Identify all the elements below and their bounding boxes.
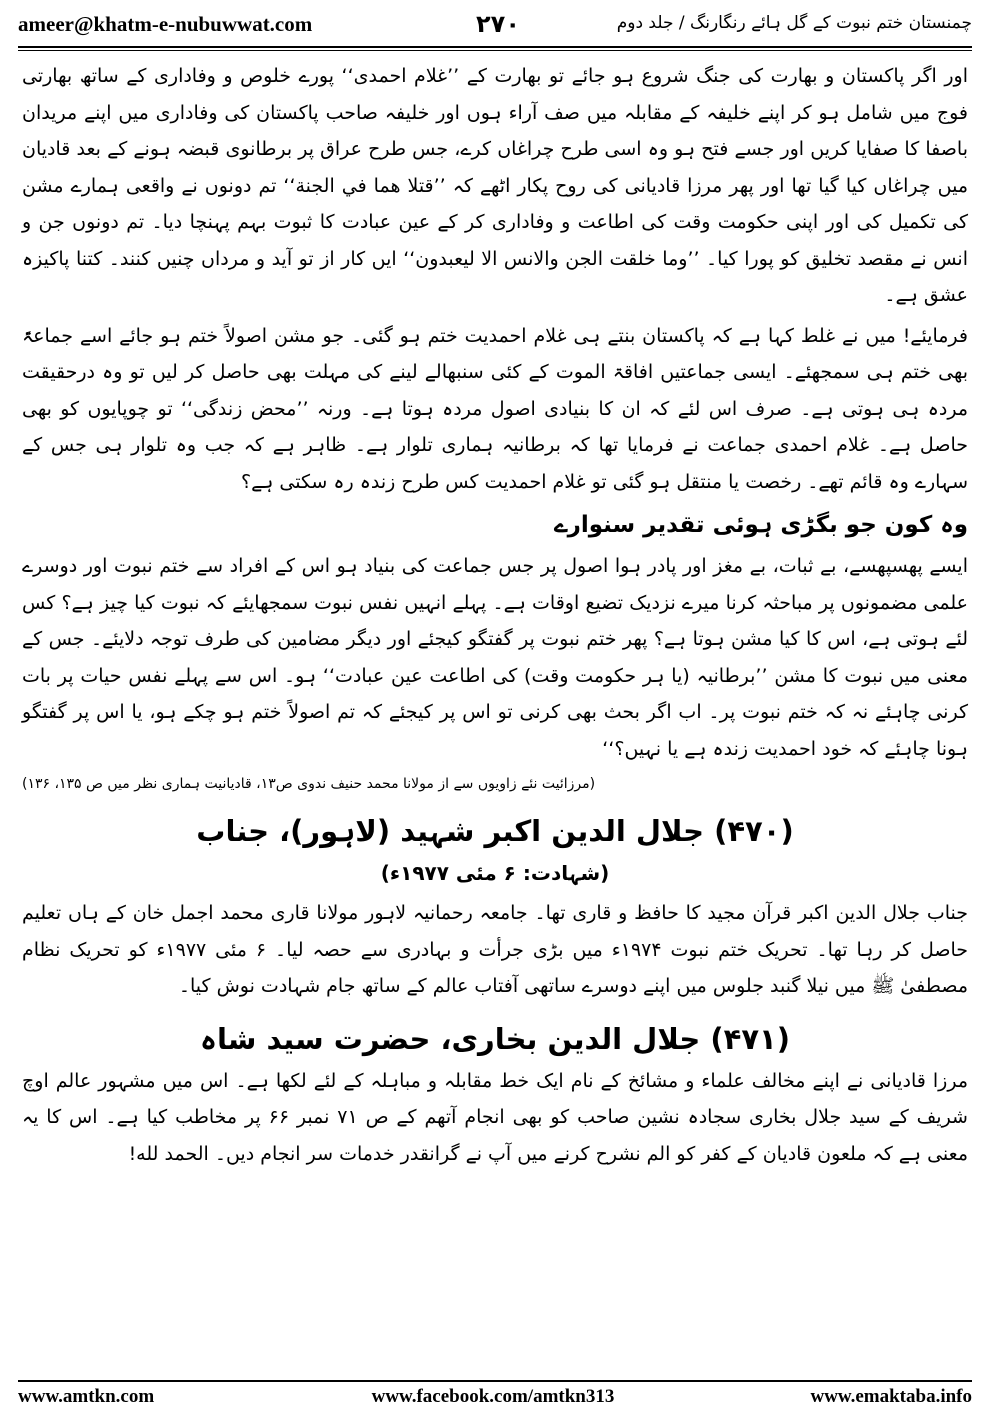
page-content xyxy=(22,58,968,1176)
footer-link-facebook[interactable]: www.facebook.com/amtkn313 xyxy=(371,1386,615,1407)
paragraph-3: ایسے پھسپھسے، بے ثبات، بے مغز اور پادر ہوا اصول پر جس جماعت کی بنیاد ہو اس کے افراد سے ختم نبوت اور دوسرے علمی مضمونوں پر مباحثہ کرنا میرے نزدیک تضیع اوقات ہے۔ پہلے انہیں نفس نبوت سمجھایئے کہ نبوت کیا چیز ہے؟ کس لئے ہوتی ہے، اس کا کیا مشن ہوتا ہے؟ پھر ختم نبوت پر گفتگو کیجئے اور دیگر مضامین کی طرف توجہ دلایئے۔ جس کے معنی میں نبوت کا مشن ’’برطانیہ (یا ہر حکومت وقت) کی اطاعت عین عبادت‘‘ ہو۔ اس سے پہلے نفس حیات پر بات کرنی چاہئے نہ کہ ختم نبوت پر۔ اب اگر بحث بھی کرنی تو اس پر کیجئے کہ تم اصولاً ختم ہو چکے ہو، یا اس پر گفتگو ہونا چاہئے کہ خود احمدیت زندہ ہے یا نہیں؟‘‘ xyxy=(22,555,968,760)
section-471-heading: (۴۷۱) جلال الدین بخاری، حضرت سید شاہ xyxy=(200,1021,790,1056)
paragraph-2: فرمایئے! میں نے غلط کہا ہے کہ پاکستان بنتے ہی غلام احمدیت ختم ہو گئی۔ جو مشن اصولاً ختم ہو جائے اسے جماعۃً بھی ختم ہی سمجھئے۔ ایسی جماعتیں افاقۃ الموت کے کئی سنبھالے لینے کی مہلت بھی حاصل کر لیں تو وہ درحقیقت مردہ ہی ہوتی ہے۔ صرف اس لئے کہ ان کا بنیادی اصول مردہ ہوتا ہے۔ ورنہ ’’محض زندگی‘‘ تو چوپایوں کو بھی حاصل ہے۔ غلام احمدی جماعت نے فرمایا تھا کہ برطانیہ ہماری تلوار ہے۔ ظاہر ہے کہ جب وہ تلوار ہی جس کے سہارے وہ قائم تھے۔ رخصت یا منتقل ہو گئی تو غلام احمدیت کس طرح زندہ رہ سکتی ہے؟ xyxy=(22,324,968,493)
page-number: ۲۷۰ xyxy=(476,10,520,38)
subheading: وہ کون جو بگڑی ہوئی تقدیر سنوارے xyxy=(554,512,968,538)
footer-rule xyxy=(18,1380,972,1382)
section-471-text: مرزا قادیانی نے اپنے مخالف علماء و مشائخ کے نام ایک خط مقابلہ و مباہلہ کے لئے لکھا ہے۔ اس میں مشہور عالم اوچ شریف کے سید جلال بخاری سجادہ نشین صاحب کو بھی انجام آتھم کے ص ۷۱ نمبر ۶۶ پر مخاطب کیا ہے۔ اس کا یہ معنی ہے کہ ملعون قادیان کے کفر کو الم نشرح کرنے میں آپ نے گرانقدر خدمات سر انجام دیں۔ الحمد لله! xyxy=(22,1069,968,1165)
reference-citation: (مرزائیت نئے زاویوں سے از مولانا محمد حنیف ندوی ص۱۳، قادیانیت ہماری نظر میں ص ۱۳۵، ۱۳۶) xyxy=(22,776,596,792)
page-footer xyxy=(18,1384,972,1414)
section-470-heading: (۴۷۰) جلال الدین اکبر شہید (لاہور)، جناب xyxy=(196,814,794,848)
book-title: چمنستان ختم نبوت کے گل ہائے رنگارنگ / جلد دوم xyxy=(616,13,972,33)
header-rule-thin xyxy=(18,50,972,51)
section-470-text: جناب جلال الدین اکبر قرآن مجید کا حافظ و قاری تھا۔ جامعہ رحمانیہ لاہور مولانا قاری محمد اجمل خان کے ہاں تعلیم حاصل کر رہا تھا۔ تحریک ختم نبوت ۱۹۷۴ء میں بڑی جرأت و بہادری سے حصہ لیا۔ ۶ مئی ۱۹۷۷ء کو تحریک نظام مصطفیٰ ﷺ میں نیلا گنبد جلوس میں اپنے دوسرے ساتھی آفتاب عالم کے ساتھ جام شہادت نوش کیا۔ xyxy=(22,902,969,997)
footer-link-emaktaba[interactable]: www.emaktaba.info xyxy=(810,1386,972,1407)
paragraph-1: اور اگر پاکستان و بھارت کی جنگ شروع ہو جائے تو بھارت کے ’’غلام احمدی‘‘ پورے خلوص و وفاداری کے ساتھ بھارتی فوج میں شامل ہو کر اپنے خلیفہ کے مقابلہ میں صف آراء ہوں اور خلیفہ صاحب پاکستان کی وفاداری میں اپنے مریدان باصفا کا صفایا کریں اور جسے فتح ہو وہ اسی طرح چراغاں کرے، جس طرح عراق پر برطانوی قبضہ ہونے کے بعد قادیان میں چراغاں کیا گیا تھا اور پھر مرزا قادیانی کی روح پکار اٹھے کہ ’’قتلا هما في الجنة‘‘ تم دونوں نے واقعی ہمارے مشن کی تکمیل کی اور اپنی حکومت وقت کی اطاعت و وفاداری کر کے عین عبادت کا ثبوت بہم پہنچا دیا۔ تم دونوں جن و انس نے مقصد تخلیق کو پورا کیا۔ ’’وما خلقت الجن والانس الا لیعبدون‘‘ ایں کار از تو آید و مرداں چنیں کنند۔ کتنا پاکیزہ عشق ہے۔ xyxy=(22,65,968,306)
footer-link-amtkn[interactable]: www.amtkn.com xyxy=(18,1386,155,1407)
header-rule xyxy=(18,46,972,48)
section-470-date: (شہادت: ۶ مئی ۱۹۷۷ء) xyxy=(380,861,610,885)
page-header xyxy=(18,10,972,44)
header-email[interactable]: ameer@khatm-e-nubuwwat.com xyxy=(18,12,313,36)
